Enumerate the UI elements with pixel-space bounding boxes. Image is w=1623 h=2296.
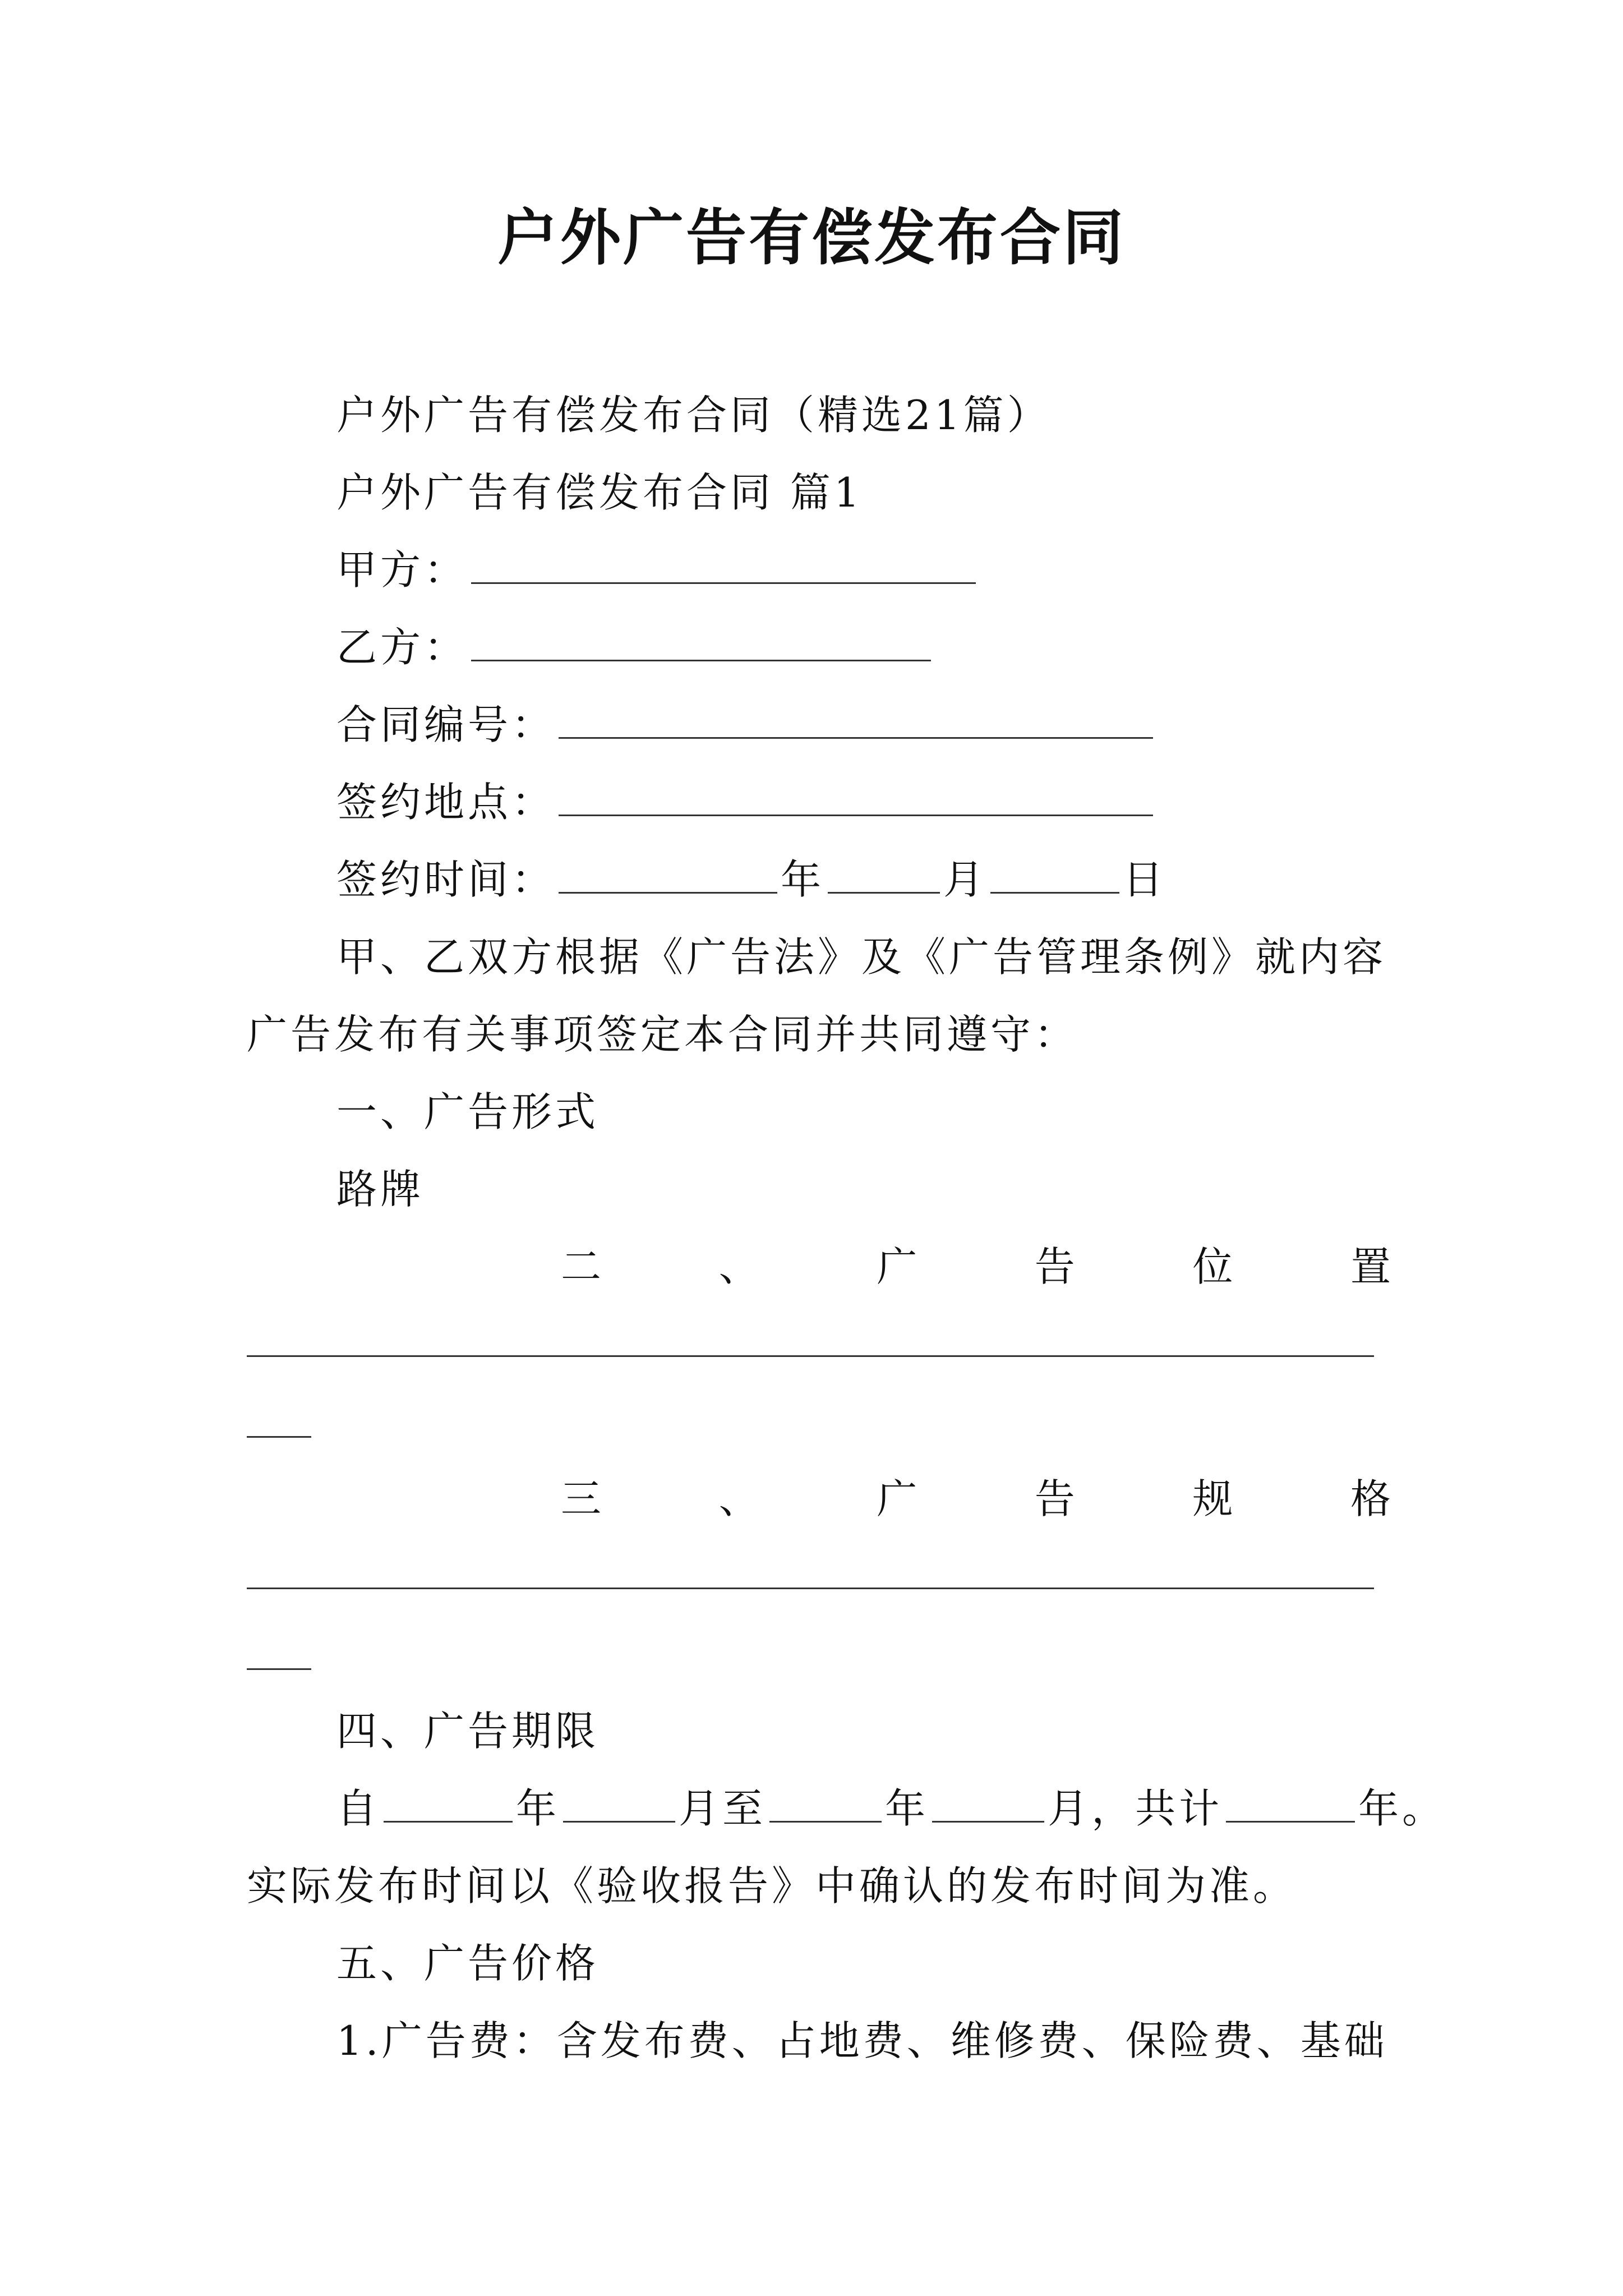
sec4-note: 实际发布时间以《验收报告》中确认的发布时间为准。 [247,1862,1297,1910]
period-year2: 年 [885,1785,929,1832]
period-from: 自 [336,1785,381,1832]
contract-no-label: 合同编号： [336,701,556,748]
period-month1: 月至 [679,1785,767,1832]
sec3-char: 广 [877,1475,917,1522]
sign-day-blank[interactable] [990,859,1119,894]
sec3-char: 、 [718,1475,759,1522]
contract-no-row [336,697,1156,753]
period-start-month-blank[interactable] [563,1788,675,1823]
sign-month-blank[interactable] [828,859,940,894]
sec4-period-row [336,1780,1446,1837]
intro-line-2: 广告发布有关事项签定本合同并共同遵守： [247,1011,1078,1058]
period-end-year-blank[interactable] [769,1788,882,1823]
sec4-heading: 四、广告期限 [336,1708,600,1755]
period-end-month-blank[interactable] [932,1788,1044,1823]
party-a-blank[interactable] [471,550,976,584]
sign-time-row [336,852,1166,908]
sign-place-blank[interactable] [559,782,1153,816]
sec5-item-1: 1.广告费：含发布费、占地费、维修费、保险费、基础 [336,2017,1388,2064]
contract-no-blank[interactable] [559,705,1153,739]
sec2-blank-tail[interactable] [247,1436,311,1438]
section-heading: 户外广告有偿发布合同 篇1 [336,469,863,516]
sign-time-label: 签约时间： [336,856,556,903]
period-start-year-blank[interactable] [384,1788,513,1823]
period-year3: 年。 [1358,1785,1446,1832]
sign-year-label: 年 [781,856,825,903]
sec2-blank-line[interactable] [247,1355,1374,1357]
sec2-char: 告 [1034,1243,1075,1290]
intro-line-1: 甲、乙双方根据《广告法》及《广告管理条例》就内容 [336,933,1387,981]
sec3-blank-tail[interactable] [247,1668,311,1670]
sec3-char: 格 [1350,1475,1391,1522]
sec2-char: 广 [877,1243,917,1290]
sign-place-label: 签约地点： [336,779,556,826]
sec3-blank-line[interactable] [247,1588,1374,1589]
sec2-heading [561,1239,1391,1295]
sec1-body: 路牌 [336,1166,425,1213]
sign-place-row [336,774,1156,830]
sec3-char: 三 [561,1475,602,1522]
sec2-char: 置 [1350,1243,1391,1290]
sec2-char: 、 [718,1243,759,1290]
party-b-label: 乙方： [336,624,468,671]
sec3-heading [561,1471,1391,1527]
document-title: 户外广告有偿发布合同 [497,203,1126,273]
document-subtitle: 户外广告有偿发布合同（精选21篇） [336,392,1051,439]
party-a-row [336,542,979,598]
period-year1: 年 [516,1785,560,1832]
party-a-label: 甲方： [336,546,468,593]
sign-day-label: 日 [1123,856,1167,903]
party-b-blank[interactable] [471,627,931,661]
sec1-heading: 一、广告形式 [336,1088,600,1135]
sign-month-label: 月 [943,856,988,903]
sec2-char: 位 [1192,1243,1233,1290]
sign-year-blank[interactable] [559,859,777,894]
sec3-char: 告 [1034,1475,1075,1522]
period-month2: 月，共计 [1048,1785,1223,1832]
party-b-row [336,619,934,675]
sec5-heading: 五、广告价格 [336,1940,600,1987]
period-total-blank[interactable] [1226,1788,1355,1823]
sec2-char: 二 [561,1243,602,1290]
sec3-char: 规 [1192,1475,1233,1522]
